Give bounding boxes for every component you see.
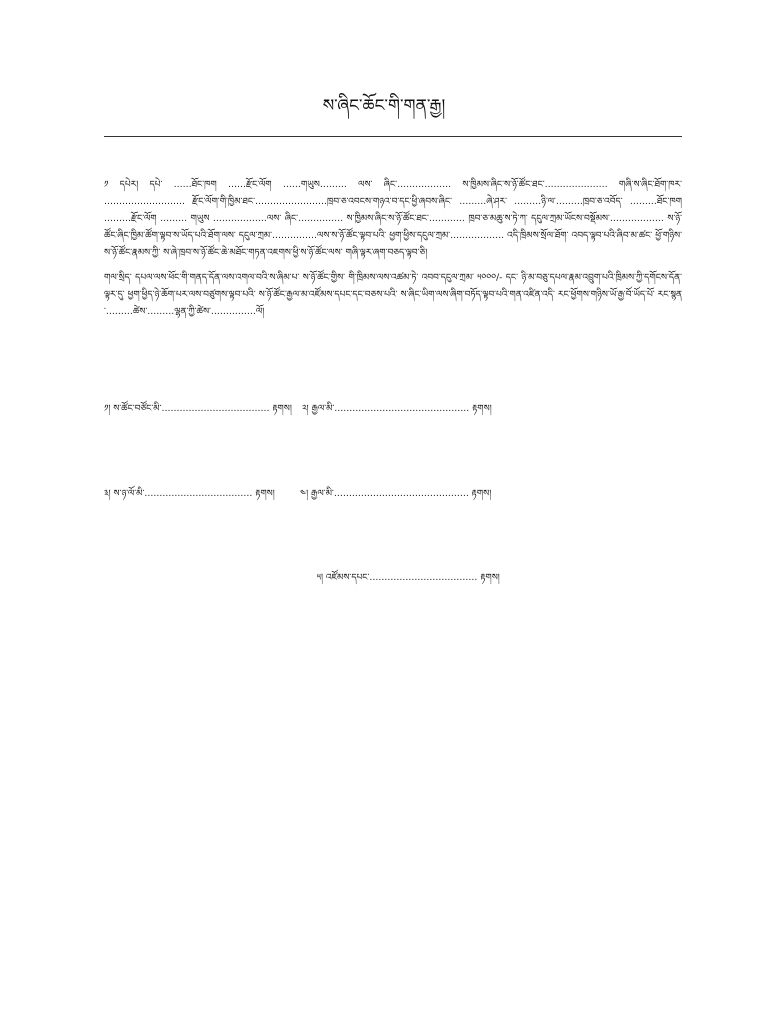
contract-paragraph-1: ༡ དཔེར། དཔེ་ ……ཐོང་ཁག ……རྫོང་ལོག ……གཡུས……… ལས་ ཞིང་……………… ས་ཁྱིམས་ཞིང་ས་ཉོ་ཚོང་ཐང་………………… གཞི་ས་ཞིང་ཐོག་ཁར་ ……………………… རྫོང་ལོག་གི་ཁྱིམ་ཐང་……………………ཁྲབ་ཅ་འབངས་གཉའ་བ་དང་ཕྱི་ཞབས་ཞིང་ ………ཞེ་ཤར་ ………ཉི་ལ་………ཁྲབ་ཅ་འབོད་ ………ཐོང་ཁག ………རྫོང་ལོག ……… གཡུས ………………ལས་ ཞིང་…………… ས་ཁྱིམས་ཞིང་ས་ཉོ་ཚོང་ཐང་………… ཁྲབ་ཅ་མཆུ་ས་ཏེ་ཀ་ དངུལ་ཀྲམ་ཡོངས་བསྡོམས་……………… ས་ཉོ་ཚོང་ཞིང་ཁྱིམ་ཚོག་ལྟབ་ས་ཡོད་པའི་ཐོག་ལས་ དངུལ་ཀྲམ་……………ལས་ས་ཉོ་ཚོང་ལྟབ་པའི་ ཕྱག་ཕྱིས་དངུལ་ཀྲམ་……………… འདི་ཁྲིམས་སྲོལ་ཐོག་ འབད་ལྟབ་པའི་ཞིབ་མ་ཚང་ ཕྱོ་གཉིས་ས་ཉོ་ཚོང་རྣམས་ཀྱི་ ས་ཞེ་ཁྲབ་ས་ཉོ་ཚོང་ཆེ་མཐོང་གཏན་འཇགས་ཕྱི་ས་ཉོ་ཚོང་ལས་ གཞི་ལྟར་ཞག་བཅད་ལྟབ་ཅི།: [104, 180, 682, 258]
signature-line-seller: ༡། ས་ཚོང་བཙོང་མི་……………………………… རྟགས།: [104, 404, 292, 414]
document-title: ས་ཞིང་ཆོང་གི་གན་རྒྱ།: [322, 96, 446, 116]
signature-line-witness-2: ༤། རྒྱལ་མི་……………………………………… རྟགས།: [300, 489, 492, 499]
signature-line-mediator: ༥། འཛོམས་དཔང་……………………………… རྟགས།: [317, 573, 500, 583]
title-divider: [104, 136, 682, 137]
signature-line-witness-1: ༢། རྒྱལ་མི་……………………………………… རྟགས།: [302, 404, 492, 414]
signature-line-buyer: ༣། ས་ཉ་ལོ་མི་……………………………… རྟགས།: [104, 489, 275, 499]
contract-paragraph-2: གལ་སྲིད་ དཔལ་ལས་ཕོང་གི་གནད་དོན་ལས་འགལ་བའི་ས་ཞིམ་པ་ ས་ཉོ་ཚོང་གྱིས་ གི་ཁྲིམས་ལས་འཚམ་ཏེ་ འབབ་དངུལ་ཀྲམ་ ༥༠༠༠/- དང་ ཉི་མ་བཅུ་དཔལ་རྣམ་འབྲུག་པའི་ཁྲིམས་ཀྱི་དགོངས་དོན་ལྟར་དུ་ ཕྱག་ཕྱིད་ཉེ་ཆོག་པར་ལས་བཙུགས་ལྟབ་པའི་ ས་ཉོ་ཚོང་རྒྱལ་མ་འཛོམས་དཔང་དང་བཅས་པའི་ ས་ཞིང་ཡིག་ལས་ཞིག་བཏོད་ལྟབ་པའི་གན་འཛིན་འདི་ རང་ཕྱོགས་གཉིས་ཡོ་རྒྱ་བོ་ཡོད་པོ་ རང་སྙན་………ཚེས་………ལྷན་ཀྱི་ཚེས་……………ལོ།: [104, 273, 682, 317]
